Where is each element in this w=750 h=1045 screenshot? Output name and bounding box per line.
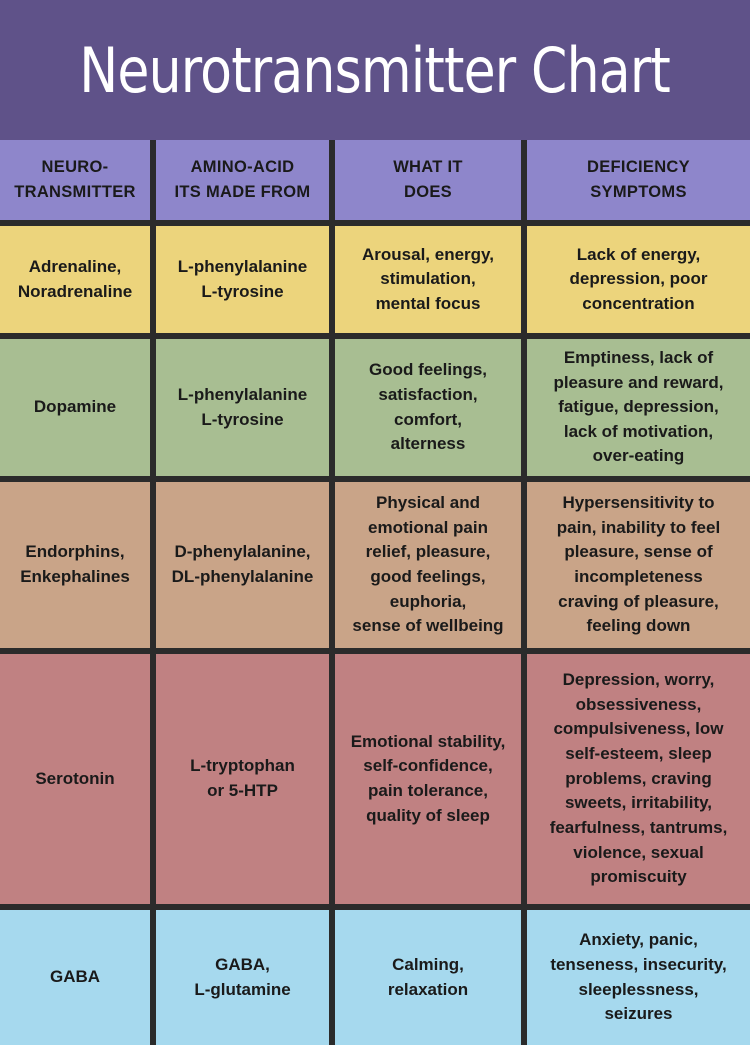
row-gaba-what-it-does: Calming, relaxation	[335, 910, 521, 1045]
row-gaba-neurotransmitter: GABA	[0, 910, 150, 1045]
row-dopamine-deficiency: Emptiness, lack of pleasure and reward, fatigue, depression, lack of motivation, over-eating	[527, 339, 750, 476]
row-serotonin-amino-acid: L-tryptophan or 5-HTP	[156, 654, 329, 904]
row-adrenaline-neurotransmitter: Adrenaline, Noradrenaline	[0, 226, 150, 333]
row-gaba-amino-acid: GABA, L-glutamine	[156, 910, 329, 1045]
header-amino-acid: AMINO-ACID ITS MADE FROM	[156, 140, 329, 220]
row-adrenaline-what-it-does: Arousal, energy, stimulation, mental focus	[335, 226, 521, 333]
row-dopamine-amino-acid: L-phenylalanine L-tyrosine	[156, 339, 329, 476]
row-adrenaline-amino-acid: L-phenylalanine L-tyrosine	[156, 226, 329, 333]
title-bar	[0, 0, 750, 140]
row-serotonin-neurotransmitter: Serotonin	[0, 654, 150, 904]
header-neurotransmitter: NEURO- TRANSMITTER	[0, 140, 150, 220]
row-adrenaline-deficiency: Lack of energy, depression, poor concentration	[527, 226, 750, 333]
header-deficiency-symptoms: DEFICIENCY SYMPTOMS	[527, 140, 750, 220]
row-serotonin-deficiency: Depression, worry, obsessiveness, compulsiveness, low self-esteem, sleep problems, craving sweets, irritability, fearfulness, tantrums, violence, sexual promiscuity	[527, 654, 750, 904]
row-serotonin-what-it-does: Emotional stability, self-confidence, pain tolerance, quality of sleep	[335, 654, 521, 904]
row-endorphins-amino-acid: D-phenylalanine, DL-phenylalanine	[156, 482, 329, 648]
row-endorphins-neurotransmitter: Endorphins, Enkephalines	[0, 482, 150, 648]
row-dopamine-what-it-does: Good feelings, satisfaction, comfort, alterness	[335, 339, 521, 476]
row-dopamine-neurotransmitter: Dopamine	[0, 339, 150, 476]
row-endorphins-what-it-does: Physical and emotional pain relief, pleasure, good feelings, euphoria, sense of wellbeing	[335, 482, 521, 648]
page-title: Neurotransmitter Chart	[79, 33, 671, 107]
chart-table	[0, 140, 750, 1033]
row-endorphins-deficiency: Hypersensitivity to pain, inability to feel pleasure, sense of incompleteness craving of pleasure, feeling down	[527, 482, 750, 648]
row-gaba-deficiency: Anxiety, panic, tenseness, insecurity, sleeplessness, seizures	[527, 910, 750, 1045]
header-what-it-does: WHAT IT DOES	[335, 140, 521, 220]
